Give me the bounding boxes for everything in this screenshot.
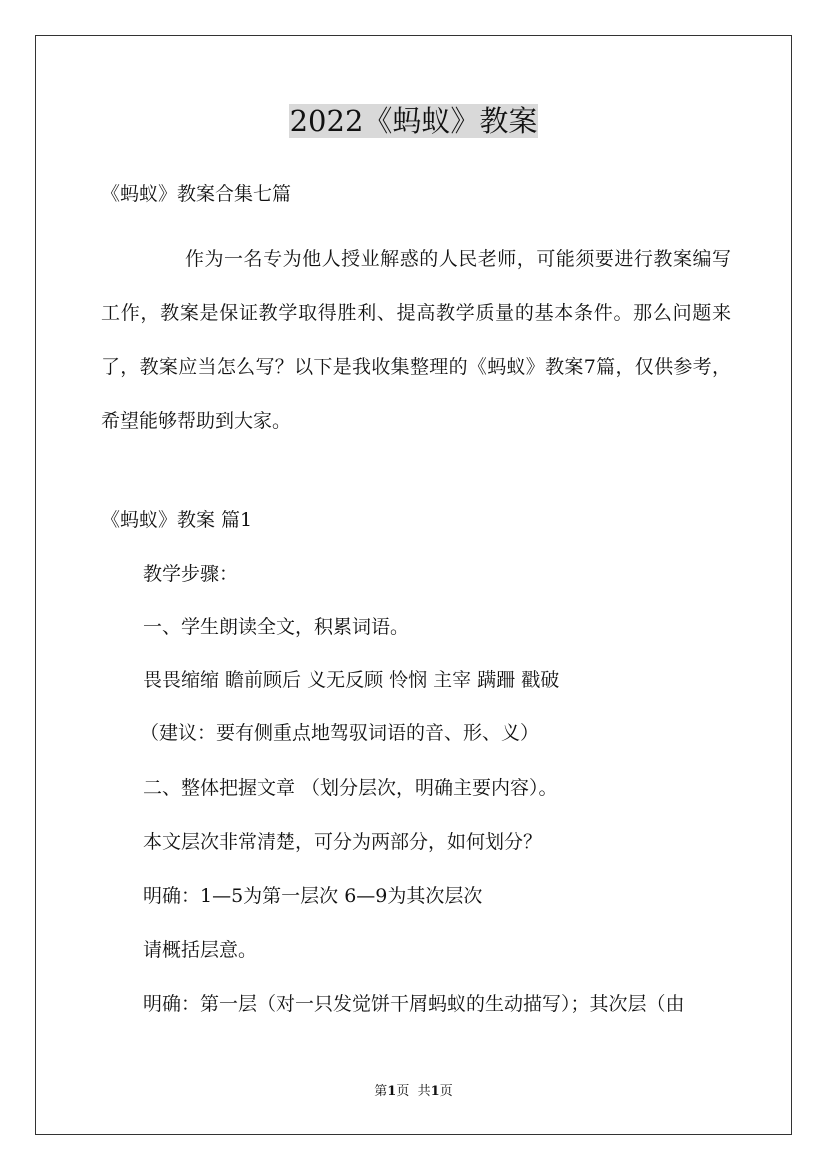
footer-page-suffix: 页 [396, 1084, 410, 1099]
document-subtitle: 《蚂蚁》教案合集七篇 [101, 183, 292, 205]
body-line-7: 明确：1—5为第一层次 6—9为其次层次 [143, 885, 483, 907]
document-title [0, 101, 827, 141]
body-line-4: （建议：要有侧重点地驾驭词语的音、形、义） [140, 722, 540, 744]
body-line-5: 二、整体把握文章 （划分层次，明确主要内容）。 [143, 777, 558, 799]
footer-total-prefix: 共 [417, 1084, 431, 1099]
body-line-9: 明确：第一层（对一只发觉饼干屑蚂蚁的生动描写）；其次层（由 [143, 993, 685, 1015]
body-line-2: 一、学生朗读全文，积累词语。 [143, 616, 410, 638]
footer-total-suffix: 页 [439, 1084, 453, 1099]
body-line-6: 本文层次非常清楚，可分为两部分，如何划分？ [143, 831, 543, 853]
body-line-8: 请概括层意。 [143, 939, 258, 961]
section-heading: 《蚂蚁》教案 篇1 [101, 509, 253, 531]
footer-page-number: 1 [387, 1084, 397, 1099]
document-title-text: 2022《蚂蚁》教案 [289, 104, 538, 138]
intro-paragraph: 作为一名专为他人授业解惑的人民老师，可能须要进行教案编写工作，教案是保证教学取得胜利、提高教学质量的基本条件。那么问题来了，教案应当怎么写？以下是我收集整理的《蚂蚁》教案7篇，仅供参考，希望能够帮助到大家。 [101, 248, 731, 432]
footer-total-number: 1 [430, 1084, 440, 1099]
body-line-3: 畏畏缩缩 瞻前顾后 义无反顾 怜悯 主宰 蹒跚 戳破 [143, 669, 560, 691]
page-footer [0, 1083, 827, 1101]
footer-page-prefix: 第 [374, 1084, 388, 1099]
body-line-1: 教学步骤： [143, 563, 239, 585]
